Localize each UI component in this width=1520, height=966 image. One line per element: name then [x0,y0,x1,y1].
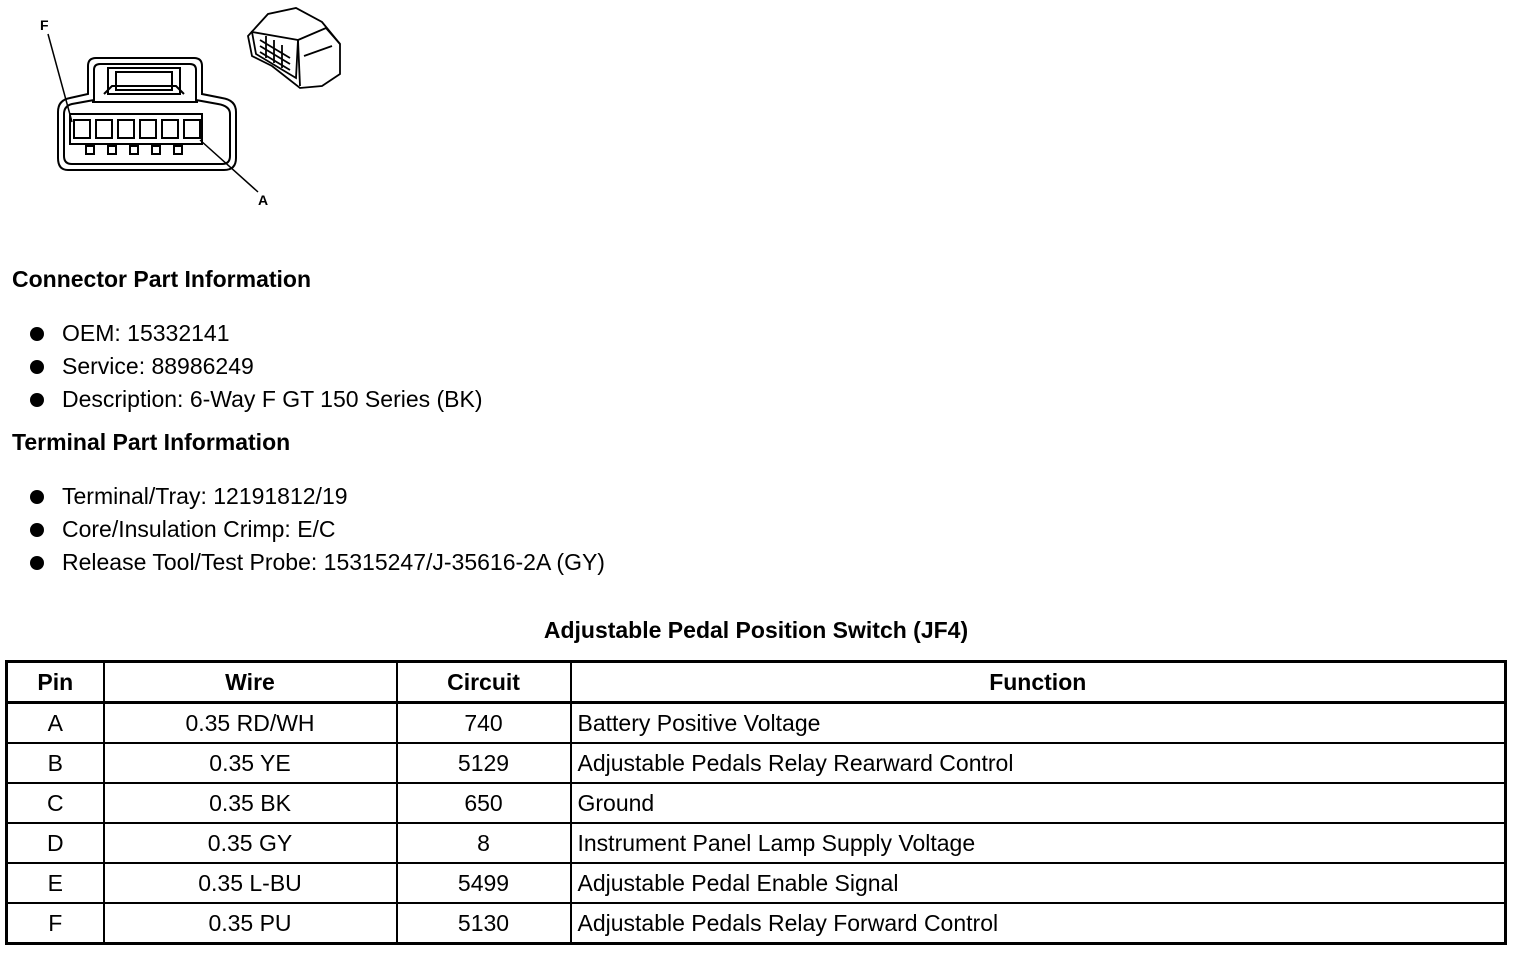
terminal-info-tray: Terminal/Tray: 12191812/19 [28,480,605,513]
cell-circuit: 5130 [397,903,571,944]
cell-circuit: 5129 [397,743,571,783]
cell-function: Adjustable Pedal Enable Signal [571,863,1506,903]
cell-pin: F [7,903,104,944]
connector-info-list [28,317,483,416]
table-row [7,863,1506,903]
connector-info-oem: OEM: 15332141 [28,317,483,350]
header-wire: Wire [104,662,397,703]
terminal-info-list [28,480,605,579]
terminal-info-release-tool: Release Tool/Test Probe: 15315247/J-35616-2A (GY) [28,546,605,579]
bullet-icon [30,523,44,537]
connector-info-title: Connector Part Information [12,266,312,292]
bullet-icon [30,327,44,341]
cell-pin: B [7,743,104,783]
pinout-table [5,660,1507,945]
leader-line-f [48,34,72,122]
connector-info-description: Description: 6-Way F GT 150 Series (BK) [28,383,483,416]
cell-circuit: 740 [397,703,571,744]
table-row [7,903,1506,944]
table-row [7,703,1506,744]
table-row [7,783,1506,823]
connector-diagram [0,0,380,230]
cell-pin: C [7,783,104,823]
cell-wire: 0.35 PU [104,903,397,944]
cell-wire: 0.35 L-BU [104,863,397,903]
cell-function: Ground [571,783,1506,823]
table-header-row [7,662,1506,703]
header-pin: Pin [7,662,104,703]
cell-pin: D [7,823,104,863]
terminal-info-crimp: Core/Insulation Crimp: E/C [28,513,605,546]
bullet-icon [30,393,44,407]
cell-function: Battery Positive Voltage [571,703,1506,744]
bullet-icon [30,556,44,570]
cell-wire: 0.35 YE [104,743,397,783]
cell-function: Instrument Panel Lamp Supply Voltage [571,823,1506,863]
pin-label-a: A [258,192,269,208]
connector-3d-thumbnail [248,8,340,88]
cell-wire: 0.35 RD/WH [104,703,397,744]
terminal-cavities [74,120,200,154]
connector-info-service: Service: 88986249 [28,350,483,383]
table-title: Adjustable Pedal Position Switch (JF4) [543,617,969,643]
cell-pin: A [7,703,104,744]
cell-pin: E [7,863,104,903]
cell-circuit: 650 [397,783,571,823]
cell-circuit: 5499 [397,863,571,903]
bullet-icon [30,360,44,374]
cell-function: Adjustable Pedals Relay Forward Control [571,903,1506,944]
cell-function: Adjustable Pedals Relay Rearward Control [571,743,1506,783]
terminal-info-title: Terminal Part Information [12,429,291,455]
header-function: Function [571,662,1506,703]
bullet-icon [30,490,44,504]
cell-circuit: 8 [397,823,571,863]
cell-wire: 0.35 BK [104,783,397,823]
table-row [7,743,1506,783]
pin-label-f: F [40,17,49,33]
table-row [7,823,1506,863]
connector-face-drawing [58,58,236,170]
header-circuit: Circuit [397,662,571,703]
cell-wire: 0.35 GY [104,823,397,863]
